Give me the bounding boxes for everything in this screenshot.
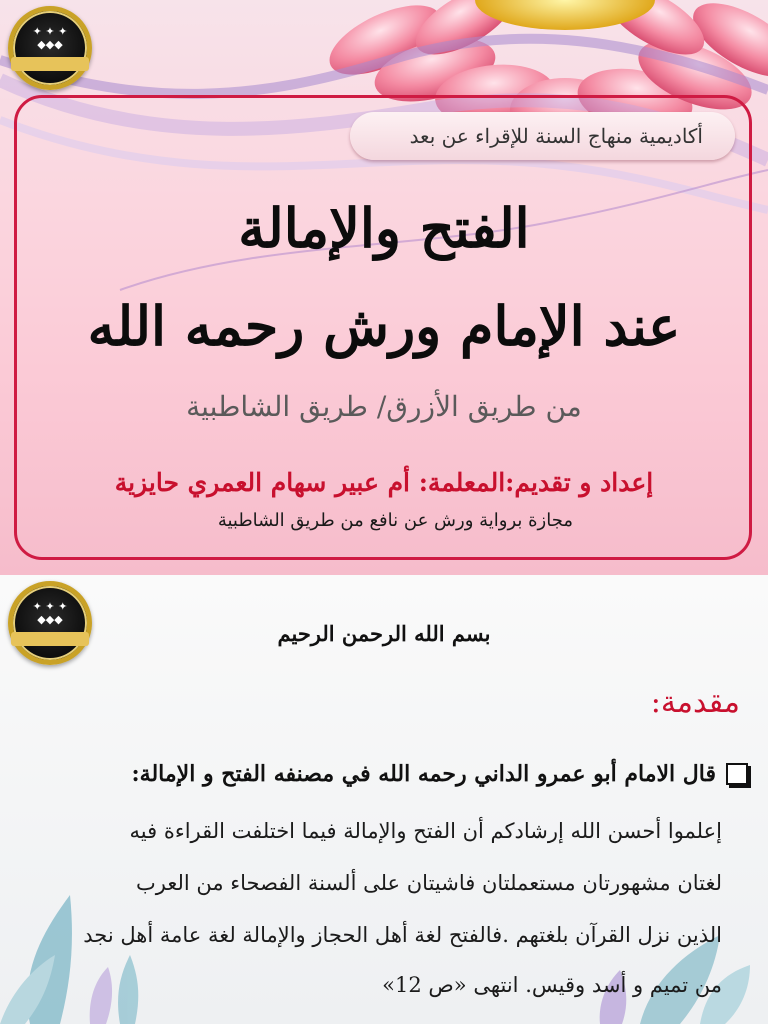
intro-slide — [0, 575, 768, 1024]
body-line: الذين نزل القرآن بلغتهم .فالفتح لغة أهل الحجاز والإمالة لغة عامة أهل نجد — [83, 923, 722, 947]
author-credit: إعداد و تقديم:المعلمة: أم عبير سهام العمري حايزية — [114, 468, 654, 497]
intro-heading: مقدمة: — [650, 685, 740, 720]
logo-ribbon — [11, 57, 89, 71]
body-line: لغتان مشهورتان مستعملتان فاشيتان على ألسنة الفصحاء من العرب — [135, 871, 722, 895]
body-line: إعلموا أحسن الله إرشادكم أن الفتح والإمالة فيما اختلفت القراءة فيه — [129, 819, 722, 843]
subtitle: من طريق الأزرق/ طريق الشاطبية — [186, 390, 582, 423]
academy-name-banner — [350, 112, 735, 160]
logo-ribbon — [11, 632, 89, 646]
checkbox-bullet-icon — [726, 763, 748, 785]
logo-emblem: ✦ ✦ ✦ ◆◆◆ — [32, 600, 68, 626]
quote-intro-text: قال الامام أبو عمرو الداني رحمه الله في مصنفه الفتح و الإمالة: — [131, 761, 716, 787]
quote-intro-line — [132, 761, 748, 787]
basmala: بسم الله الرحمن الرحيم — [277, 621, 491, 646]
academy-logo — [8, 6, 92, 90]
license-note: مجازة برواية ورش عن نافع من طريق الشاطبية — [217, 510, 573, 531]
title-line-1: الفتح والإمالة — [238, 196, 530, 260]
logo-emblem: ✦ ✦ ✦ ◆◆◆ — [32, 25, 68, 51]
body-line: من تميم و أسد وقيس. انتهى «ص 12» — [382, 973, 722, 997]
academy-name: أكاديمية منهاج السنة للإقراء عن بعد — [409, 124, 703, 148]
academy-logo — [8, 581, 92, 665]
title-line-2: عند الإمام ورش رحمه الله — [87, 294, 681, 358]
